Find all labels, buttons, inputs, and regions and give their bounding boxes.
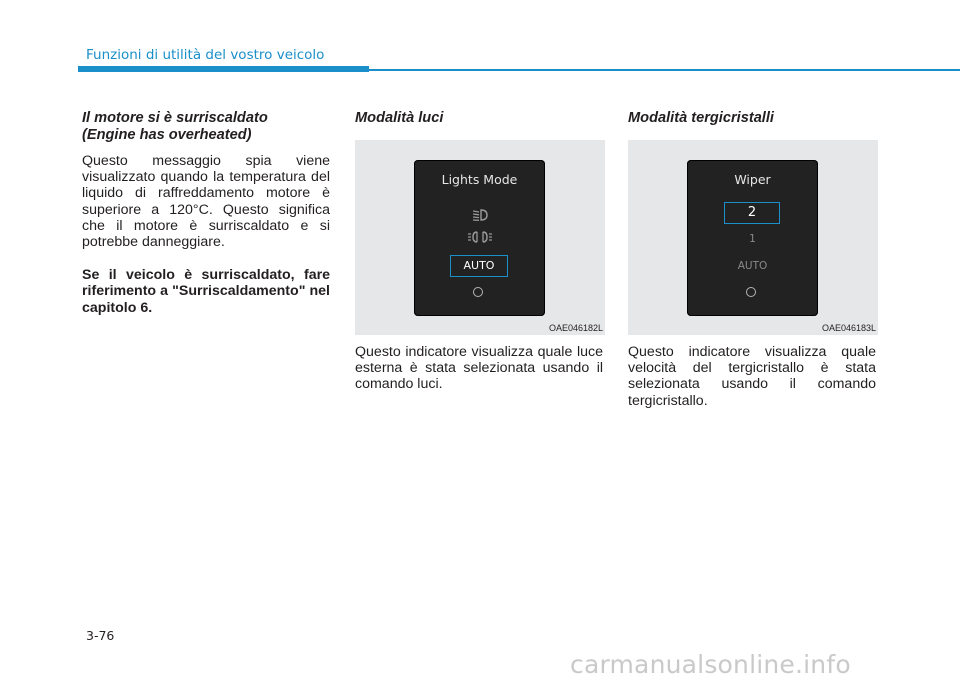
heading-line-2: (Engine has overheated) [82, 127, 252, 143]
heading-lights-mode: Modalità luci [355, 110, 444, 126]
wiper-mode-figure [628, 140, 878, 335]
header-accent-bar [78, 66, 369, 72]
header-rule [369, 69, 960, 71]
column-engine-overheated [82, 110, 330, 316]
parking-light-icon [414, 230, 545, 249]
lights-mode-screen [414, 160, 545, 316]
wiper-mode-title: Wiper [734, 172, 771, 187]
overheat-paragraph: Questo messaggio spia viene visualizzato quando la temperatura del liquido di raffreddamento motore è superiore a 120°C. Questo significa che il motore è surriscaldato e si potrebbe danneggiare. [82, 153, 330, 251]
control-knob-icon [473, 287, 483, 297]
wiper-selected-option: 2 [724, 202, 780, 224]
headlight-icon [414, 208, 545, 227]
wiper-mode-caption: Questo indicatore visualizza quale velocità del tergicristallo è stata selezionata usando il comando tergicristallo. [628, 344, 876, 409]
heading-wiper-mode: Modalità tergicristalli [628, 110, 774, 126]
page-number: 3-76 [86, 628, 115, 643]
watermark: carmanualsonline.info [570, 650, 851, 679]
wiper-option-1: 1 [749, 233, 756, 245]
heading-line-1: Il motore si è surriscaldato [82, 110, 268, 126]
column-lights-mode [355, 110, 603, 136]
wiper-mode-caption-block [628, 344, 876, 409]
lights-mode-caption-block [355, 344, 603, 393]
heading-engine-overheated [82, 110, 330, 144]
column-wiper-mode [628, 110, 876, 136]
wiper-option-auto: AUTO [737, 260, 768, 272]
lights-mode-caption: Questo indicatore visualizza quale luce esterna è stata selezionata usando il comando luci. [355, 344, 603, 393]
wiper-mode-screen [687, 160, 818, 316]
lights-selected-option: AUTO [450, 255, 508, 277]
lights-mode-title: Lights Mode [441, 172, 518, 187]
lights-mode-figure [355, 140, 605, 335]
overheat-note: Se il veicolo è surriscaldato, fare riferimento a "Surriscaldamento" nel capitolo 6. [82, 267, 330, 316]
section-title: Funzioni di utilità del vostro veicolo [86, 47, 325, 63]
control-knob-icon [746, 287, 756, 297]
figure-code: OAE046183L [821, 323, 876, 333]
figure-code: OAE046182L [548, 323, 603, 333]
